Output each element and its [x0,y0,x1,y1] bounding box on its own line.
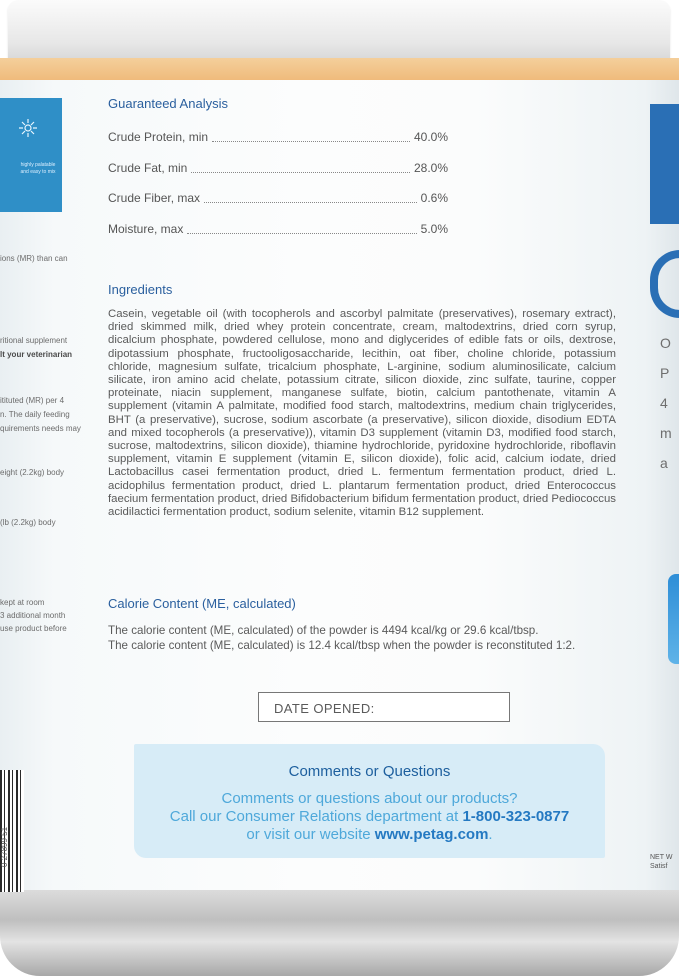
left-edge-snippet: quirements needs may [0,424,81,433]
net-weight-fragment [650,853,672,871]
analysis-label: Crude Protein, min [108,130,209,144]
analysis-value: 28.0% [413,161,448,175]
right-edge-letters [660,328,679,478]
net-weight-line: Satisf [650,863,668,870]
dot-leader [191,171,410,173]
right-blue-logo-fragment [650,104,679,224]
right-letter: a [660,455,668,471]
comments-line [134,826,605,843]
right-letter: m [660,425,672,441]
dot-leader [187,232,416,234]
sparkle-icon [18,118,38,138]
right-letter: P [660,365,670,381]
comments-call-text: Call our Consumer Relations department at [169,808,463,825]
analysis-label: Crude Fiber, max [108,191,201,205]
dot-leader [212,140,410,142]
left-edge-snippet: ritional supplement [0,336,68,345]
analysis-label: Crude Fat, min [108,161,188,175]
left-edge-snippet: lt your veterinarian [0,350,73,359]
analysis-row [108,220,448,238]
calorie-line: The calorie content (ME, calculated) of the powder is 4494 kcal/kg or 29.6 kcal/tbsp. [108,624,539,637]
can-bottom-rim [0,890,679,976]
left-edge-snippet: kept at room [0,598,45,607]
phone-number: 1-800-323-0877 [462,808,570,825]
analysis-value: 0.6% [420,191,448,205]
website-link-text: www.petag.com [374,826,489,843]
left-panel-caption: highly palatable and easy to mix [20,162,56,175]
left-edge-snippet: eight (2.2kg) body [0,468,65,477]
left-edge-snippet: n. The daily feeding [0,410,70,419]
right-letter: 4 [660,395,668,411]
calorie-line: The calorie content (ME, calculated) is 12.4 kcal/tbsp when the powder is reconstituted 1:2. [108,639,576,652]
barcode-number: 0 27899 51 [0,826,9,867]
date-opened-box [258,692,510,722]
sentence-period: . [488,826,493,843]
analysis-value: 5.0% [420,222,448,236]
left-edge-snippet: 3 additional month [0,611,66,620]
left-edge-snippet: (lb (2.2kg) body [0,518,56,527]
calorie-content-title: Calorie Content (ME, calculated) [108,596,296,611]
analysis-value: 40.0% [413,130,448,144]
right-letter: O [660,335,671,351]
can-lid [8,0,670,62]
orange-lid-band [0,58,679,82]
analysis-row [108,159,448,177]
dot-leader [204,201,417,203]
comments-line [134,808,605,825]
comments-box [134,744,605,858]
net-weight-line: NET W [650,854,673,861]
analysis-row [108,128,448,146]
ingredients-text: Casein, vegetable oil (with tocopherols and ascorbyl palmitate (preservatives), rosemary extract), dried skimmed milk, dried whey protein concentrate, cream, maltodextrins, dried corn syrup, dicalcium phosphate, powdered cellulose, mono and diglycerides of edible fats or oils, dextrose, dipotassium phosphate, fructooligosaccharide, lecithin, oat fiber, choline chloride, potassium chloride, magnesium sulfate, tricalcium phosphate, L-arginine, sodium aluminosilicate, calcium silicate, iron amino acid chelate, potassium citrate, silicon dioxide, zinc sulfate, taurine, copper proteinate, niacin supplement, manganese sulfate, biotin, calcium pantothenate, vitamin A supplement (vitamin A palmitate, modified food starch, maltodextrins, medium chain triglycerides, BHT (a preservative), sucrose, sodium ascorbate (a preservative), silicon dioxide, disodium EDTA and mixed tocopherols (a preservative)), vitamin D3 supplement (vitamin D3, modified food starch, sucrose, maltodextrins, silicon dioxide), thiamine hydrochloride, pyridoxine hydrochloride, riboflavin supplement, vitamin E supplement (vitamin E, silicon dioxide), folic acid, calcium iodate, dried Lactobacillus casei fermentation product, dried L. fermentum fermentation product, dried L. acidophilus fermentation product, dried L. plantarum fermentation product, dried Enterococcus faecium fermentation product, dried Bifidobacterium bifidum fermentation product, dried Pediococcus acidilactici fermentation product, sodium selenite, vitamin B12 supplement. [108,308,616,519]
analysis-row [108,189,448,207]
guaranteed-analysis-title: Guaranteed Analysis [108,96,228,111]
comments-title: Comments or Questions [288,763,451,780]
calorie-content-text [108,623,628,653]
left-edge-snippet: ions (MR) than can [0,254,68,263]
right-blue-gradient-fragment [668,574,679,664]
date-opened-label: DATE OPENED: [274,701,375,716]
comments-line: Comments or questions about our products? [221,790,518,807]
analysis-label: Moisture, max [108,222,184,236]
ingredients-title: Ingredients [108,282,173,297]
comments-visit-text: or visit our website [246,826,375,843]
left-edge-snippet: use product before [0,624,67,633]
left-edge-snippet: itituted (MR) per 4 [0,396,65,405]
left-blue-panel [0,98,62,212]
